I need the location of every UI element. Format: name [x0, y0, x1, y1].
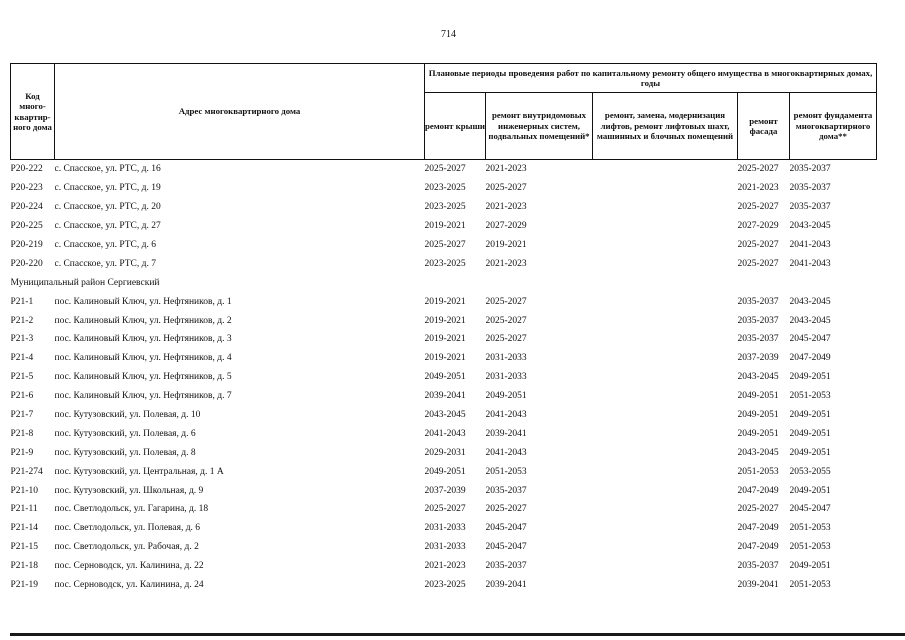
- row-engineering: 2019-2021: [485, 240, 527, 250]
- row-address: пос. Калиновый Ключ, ул. Нефтяников, д. 3: [54, 334, 232, 345]
- row-facade: 2035-2037: [737, 561, 779, 572]
- row-code: Р21-2: [10, 315, 34, 326]
- row-code: Р21-18: [10, 561, 38, 572]
- row-code: Р21-274: [10, 466, 43, 477]
- row-foundation: 2051-2053: [789, 523, 831, 534]
- row-foundation: 2035-2037: [789, 183, 831, 194]
- row-facade: 2025-2027: [737, 504, 779, 515]
- table-row: [11, 519, 877, 538]
- row-address: пос. Серноводск, ул. Калинина, д. 24: [54, 580, 204, 591]
- table-row: [11, 576, 877, 595]
- row-address: пос. Калиновый Ключ, ул. Нефтяников, д. 5: [54, 372, 232, 383]
- row-elevators: [593, 217, 738, 236]
- row-engineering: 2021-2023: [485, 258, 527, 269]
- row-roof: 2037-2039: [424, 485, 466, 496]
- row-address: пос. Калиновый Ключ, ул. Нефтяников, д. 4: [54, 353, 232, 364]
- row-address: пос. Кутузовский, ул. Полевая, д. 6: [54, 428, 196, 439]
- row-elevators: [593, 311, 738, 330]
- row-engineering: 2035-2037: [485, 485, 527, 496]
- row-address: пос. Светлодольск, ул. Рабочая, д. 2: [54, 542, 199, 553]
- row-foundation: 2041-2043: [789, 258, 831, 269]
- row-foundation: 2049-2051: [789, 372, 831, 383]
- row-code: Р21-7: [10, 410, 34, 421]
- row-engineering: 2045-2047: [485, 542, 527, 553]
- row-address: с. Спасское, ул. РТС, д. 7: [54, 258, 156, 269]
- header-facade: ремонт фасада: [738, 93, 790, 160]
- row-facade: 2025-2027: [737, 258, 779, 269]
- row-roof: 2019-2021: [424, 221, 466, 232]
- row-roof: 2039-2041: [424, 391, 466, 402]
- row-code: Р21-9: [10, 447, 34, 458]
- row-foundation: 2049-2051: [789, 561, 831, 572]
- table-row: [11, 538, 877, 557]
- row-address: пос. Кутузовский, ул. Школьная, д. 9: [54, 485, 204, 496]
- row-address: пос. Кутузовский, ул. Полевая, д. 10: [54, 410, 201, 421]
- bottom-rule: [10, 633, 905, 636]
- row-roof: 2019-2021: [424, 296, 466, 307]
- district-row: [11, 273, 877, 292]
- row-code: Р20-222: [10, 164, 43, 175]
- row-roof: 2043-2045: [424, 410, 466, 421]
- row-code: Р20-225: [10, 221, 43, 232]
- row-foundation: 2041-2043: [789, 240, 831, 250]
- row-code: Р21-5: [10, 372, 34, 383]
- row-roof: 2031-2033: [424, 523, 466, 534]
- table-row: [11, 198, 877, 217]
- row-elevators: [593, 576, 738, 595]
- row-foundation: 2049-2051: [789, 485, 831, 496]
- row-roof: 2025-2027: [424, 240, 466, 250]
- table-row: [11, 406, 877, 425]
- row-roof: 2019-2021: [424, 353, 466, 364]
- row-foundation: 2045-2047: [789, 334, 831, 345]
- row-address: с. Спасское, ул. РТС, д. 19: [54, 183, 161, 194]
- row-foundation: 2035-2037: [789, 164, 831, 175]
- row-code: Р20-219: [10, 240, 43, 250]
- row-facade: 2039-2041: [737, 580, 779, 591]
- table-row: [11, 179, 877, 198]
- row-engineering: 2025-2027: [485, 334, 527, 345]
- row-foundation: 2051-2053: [789, 580, 831, 591]
- row-elevators: [593, 406, 738, 425]
- row-code: Р21-6: [10, 391, 34, 402]
- row-engineering: 2025-2027: [485, 296, 527, 307]
- row-facade: 2047-2049: [737, 523, 779, 534]
- row-address: пос. Кутузовский, ул. Центральная, д. 1 А: [54, 466, 224, 477]
- row-elevators: [593, 179, 738, 198]
- row-roof: 2023-2025: [424, 258, 466, 269]
- row-engineering: 2031-2033: [485, 372, 527, 383]
- row-address: пос. Светлодольск, ул. Гагарина, д. 18: [54, 504, 209, 515]
- header-address: Адрес многоквартирного дома: [55, 64, 425, 160]
- row-facade: 2049-2051: [737, 410, 779, 421]
- row-elevators: [593, 462, 738, 481]
- row-address: пос. Кутузовский, ул. Полевая, д. 8: [54, 447, 196, 458]
- table-row: [11, 349, 877, 368]
- row-foundation: 2053-2055: [789, 466, 831, 477]
- row-facade: 2047-2049: [737, 485, 779, 496]
- row-elevators: [593, 330, 738, 349]
- row-engineering: 2025-2027: [485, 183, 527, 194]
- table-row: [11, 217, 877, 236]
- row-elevators: [593, 500, 738, 519]
- row-code: Р21-4: [10, 353, 34, 364]
- row-facade: 2049-2051: [737, 391, 779, 402]
- row-facade: 2035-2037: [737, 296, 779, 307]
- row-engineering: 2025-2027: [485, 504, 527, 515]
- table-header: [11, 64, 877, 160]
- row-address: с. Спасское, ул. РТС, д. 16: [54, 164, 161, 175]
- row-engineering: 2041-2043: [485, 410, 527, 421]
- row-foundation: 2043-2045: [789, 315, 831, 326]
- table-row: [11, 330, 877, 349]
- row-elevators: [593, 481, 738, 500]
- header-elevators: ремонт, замена, модернизация лифтов, ремонт лифтовых шахт, машинных и блочных помещений: [593, 93, 738, 160]
- row-code: Р21-1: [10, 296, 34, 307]
- row-facade: 2037-2039: [737, 353, 779, 364]
- row-roof: 2019-2021: [424, 334, 466, 345]
- table-body-district: [11, 273, 877, 292]
- row-roof: 2049-2051: [424, 372, 466, 383]
- row-address: пос. Калиновый Ключ, ул. Нефтяников, д. 7: [54, 391, 232, 402]
- row-roof: 2041-2043: [424, 428, 466, 439]
- row-facade: 2051-2053: [737, 466, 779, 477]
- row-engineering: 2027-2029: [485, 221, 527, 232]
- row-engineering: 2045-2047: [485, 523, 527, 534]
- row-facade: 2035-2037: [737, 315, 779, 326]
- row-elevators: [593, 254, 738, 273]
- row-foundation: 2051-2053: [789, 542, 831, 553]
- table-row: [11, 424, 877, 443]
- row-engineering: 2035-2037: [485, 561, 527, 572]
- row-roof: 2023-2025: [424, 202, 466, 213]
- table-row: [11, 481, 877, 500]
- row-facade: 2047-2049: [737, 542, 779, 553]
- table-row: [11, 387, 877, 406]
- table-row: [11, 254, 877, 273]
- table-row: [11, 160, 877, 179]
- row-elevators: [593, 557, 738, 576]
- district-label: Муниципальный район Сергиевский: [10, 277, 160, 288]
- header-engineering: ремонт внутридомовых инженерных систем, подвальных помещений*: [486, 93, 593, 160]
- row-engineering: 2041-2043: [485, 447, 527, 458]
- header-code: Код много-квартир-ного дома: [11, 64, 55, 160]
- row-address: с. Спасское, ул. РТС, д. 6: [54, 240, 156, 250]
- row-elevators: [593, 424, 738, 443]
- table-row: [11, 462, 877, 481]
- row-code: Р21-15: [10, 542, 38, 553]
- row-foundation: 2035-2037: [789, 202, 831, 213]
- repair-schedule-table: [10, 63, 877, 594]
- row-elevators: [593, 198, 738, 217]
- row-facade: 2021-2023: [737, 183, 779, 194]
- row-foundation: 2043-2045: [789, 221, 831, 232]
- row-foundation: 2045-2047: [789, 504, 831, 515]
- row-elevators: [593, 519, 738, 538]
- row-elevators: [593, 160, 738, 179]
- table-row: [11, 500, 877, 519]
- row-roof: 2023-2025: [424, 580, 466, 591]
- row-facade: 2025-2027: [737, 240, 779, 250]
- row-foundation: 2049-2051: [789, 428, 831, 439]
- row-engineering: 2021-2023: [485, 164, 527, 175]
- row-engineering: 2021-2023: [485, 202, 527, 213]
- row-address: пос. Калиновый Ключ, ул. Нефтяников, д. 2: [54, 315, 232, 326]
- row-address: пос. Калиновый Ключ, ул. Нефтяников, д. 1: [54, 296, 232, 307]
- row-elevators: [593, 292, 738, 311]
- row-facade: 2035-2037: [737, 334, 779, 345]
- row-code: Р21-11: [10, 504, 38, 515]
- row-foundation: 2043-2045: [789, 296, 831, 307]
- row-foundation: 2049-2051: [789, 447, 831, 458]
- row-roof: 2023-2025: [424, 183, 466, 194]
- row-facade: 2025-2027: [737, 164, 779, 175]
- row-address: пос. Светлодольск, ул. Полевая, д. 6: [54, 523, 201, 534]
- row-roof: 2029-2031: [424, 447, 466, 458]
- row-engineering: 2049-2051: [485, 391, 527, 402]
- row-engineering: 2031-2033: [485, 353, 527, 364]
- row-address: с. Спасское, ул. РТС, д. 27: [54, 221, 161, 232]
- row-elevators: [593, 443, 738, 462]
- row-facade: 2049-2051: [737, 428, 779, 439]
- row-engineering: 2039-2041: [485, 580, 527, 591]
- row-engineering: 2039-2041: [485, 428, 527, 439]
- header-planned-periods: Плановые периоды проведения работ по капитальному ремонту общего имущества в многоквартирных домах, годы: [425, 64, 877, 93]
- row-elevators: [593, 349, 738, 368]
- row-engineering: 2051-2053: [485, 466, 527, 477]
- row-code: Р21-3: [10, 334, 34, 345]
- row-engineering: 2025-2027: [485, 315, 527, 326]
- table-row: [11, 557, 877, 576]
- row-foundation: 2051-2053: [789, 391, 831, 402]
- row-roof: 2031-2033: [424, 542, 466, 553]
- row-elevators: [593, 387, 738, 406]
- table-row: [11, 292, 877, 311]
- row-code: Р21-10: [10, 485, 38, 496]
- row-code: Р21-14: [10, 523, 38, 534]
- row-foundation: 2049-2051: [789, 410, 831, 421]
- row-code: Р20-220: [10, 258, 43, 269]
- row-facade: 2043-2045: [737, 447, 779, 458]
- row-code: Р20-223: [10, 183, 43, 194]
- row-roof: 2021-2023: [424, 561, 466, 572]
- row-facade: 2025-2027: [737, 202, 779, 213]
- table-row: [11, 236, 877, 255]
- row-roof: 2025-2027: [424, 504, 466, 515]
- table-row: [11, 368, 877, 387]
- row-roof: 2049-2051: [424, 466, 466, 477]
- row-address: с. Спасское, ул. РТС, д. 20: [54, 202, 161, 213]
- page-number: 714: [441, 29, 456, 40]
- row-roof: 2019-2021: [424, 315, 466, 326]
- row-facade: 2043-2045: [737, 372, 779, 383]
- table-body-sergievsky: [11, 292, 877, 594]
- row-foundation: 2047-2049: [789, 353, 831, 364]
- table-body-spasskoe: [11, 160, 877, 274]
- row-roof: 2025-2027: [424, 164, 466, 175]
- row-code: Р21-8: [10, 428, 34, 439]
- table-row: [11, 311, 877, 330]
- row-code: Р20-224: [10, 202, 43, 213]
- row-facade: 2027-2029: [737, 221, 779, 232]
- row-elevators: [593, 236, 738, 255]
- row-elevators: [593, 368, 738, 387]
- header-roof: ремонт крыши: [425, 93, 486, 160]
- row-code: Р21-19: [10, 580, 38, 591]
- table-row: [11, 443, 877, 462]
- row-address: пос. Серноводск, ул. Калинина, д. 22: [54, 561, 204, 572]
- header-foundation: ремонт фундамента многоквартирного дома**: [790, 93, 877, 160]
- row-elevators: [593, 538, 738, 557]
